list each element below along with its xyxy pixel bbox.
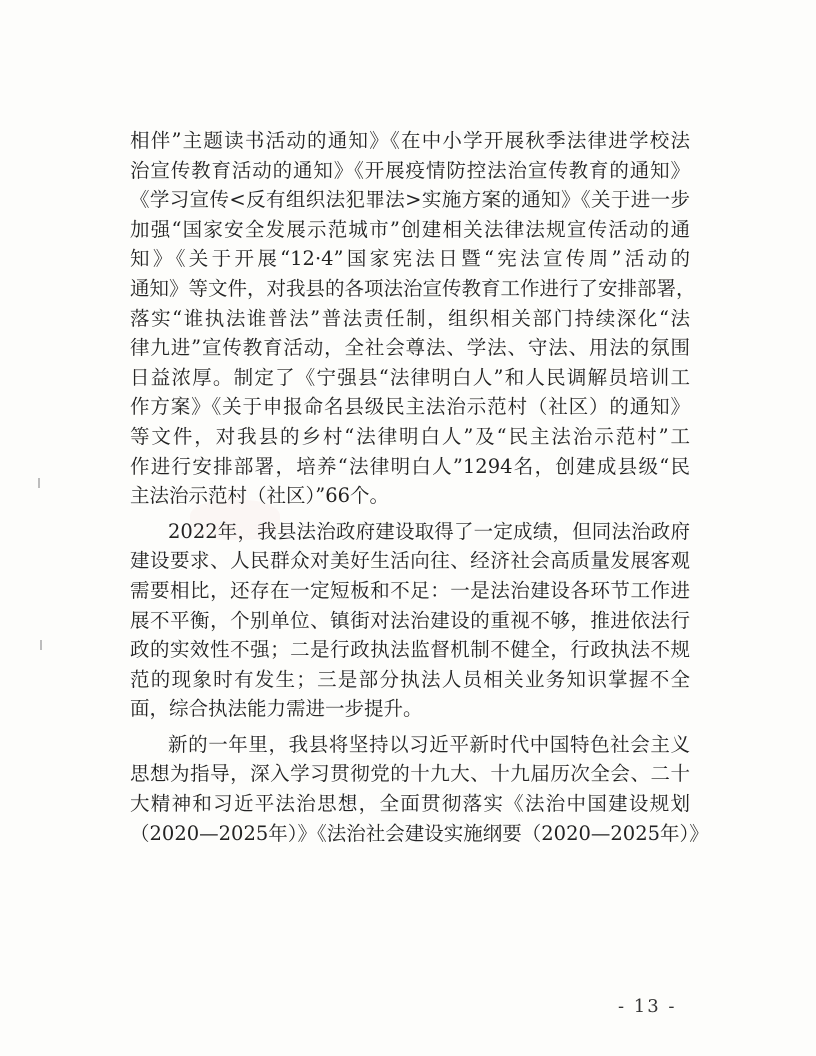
text-line: 作方案》《关于申报命名县级民主法治示范村（社区）的通知》 [130,395,690,419]
text-line: 范的现象时有发生；三是部分执法人员相关业务知识掌握不全 [130,667,690,691]
text-line: 等文件，对我县的乡村“法律明白人”及“民主法治示范村”工 [130,424,690,448]
text-line: 需要相比，还存在一定短板和不足：一是法治建设各环节工作进 [130,578,690,602]
text-line: 作进行安排部署，培养“法律明白人”1294名，创建成县级“民 [130,454,690,478]
text-line: 落实“谁执法谁普法”普法责任制，组织相关部门持续深化“法 [130,306,690,330]
page-number: - 13 - [618,996,677,1017]
text-line: 思想为指导，深入学习贯彻党的十九大、十九届历次全会、二十 [130,762,690,786]
text-line: 展不平衡，个别单位、镇街对法治建设的重视不够，推进依法行 [130,608,690,632]
text-line: 日益浓厚。制定了《宁强县“法律明白人”和人民调解员培训工 [130,365,690,389]
text-line: 相伴”主题读书活动的通知》《在中小学开展秋季法律进学校法 [130,129,690,152]
text-line: 治宣传教育活动的通知》《开展疫情防控法治宣传教育的通知》 [130,158,690,182]
text-line: 加强“国家安全发展示范城市”创建相关法律法规宣传活动的通 [130,217,690,241]
text-line: 《学习宣传<反有组织法犯罪法>实施方案的通知》《关于进一步 [130,188,690,212]
margin-mark [38,478,40,488]
text-line: 律九进”宣传教育活动，全社会尊法、学法、守法、用法的氛围 [130,336,690,360]
text-line: （2020—2025年）》《法治社会建设实施纲要（2020—2025年）》 [130,821,709,845]
text-line: 知》《关于开展“12·4”国家宪法日暨“宪法宣传周”活动的 [130,247,690,271]
text-line: 大精神和习近平法治思想，全面贯彻落实《法治中国建设规划 [130,792,690,816]
text-line: 通知》等文件，对我县的各项法治宣传教育工作进行了安排部署， [130,276,696,300]
text-line: 建设要求、人民群众对美好生活向往、经济社会高质量发展客观 [130,549,690,573]
text-line: 政的实效性不强；二是行政执法监督机制不健全，行政执法不规 [130,638,690,662]
text-line: 主法治示范村（社区）”66个。 [130,484,390,508]
text-line: 2022年，我县法治政府建设取得了一定成绩，但同法治政府 [168,519,690,543]
body-text [130,126,709,848]
margin-mark [40,640,42,650]
text-line: 面，综合执法能力需进一步提升。 [130,697,423,721]
text-line: 新的一年里，我县将坚持以习近平新时代中国特色社会主义 [168,732,690,756]
